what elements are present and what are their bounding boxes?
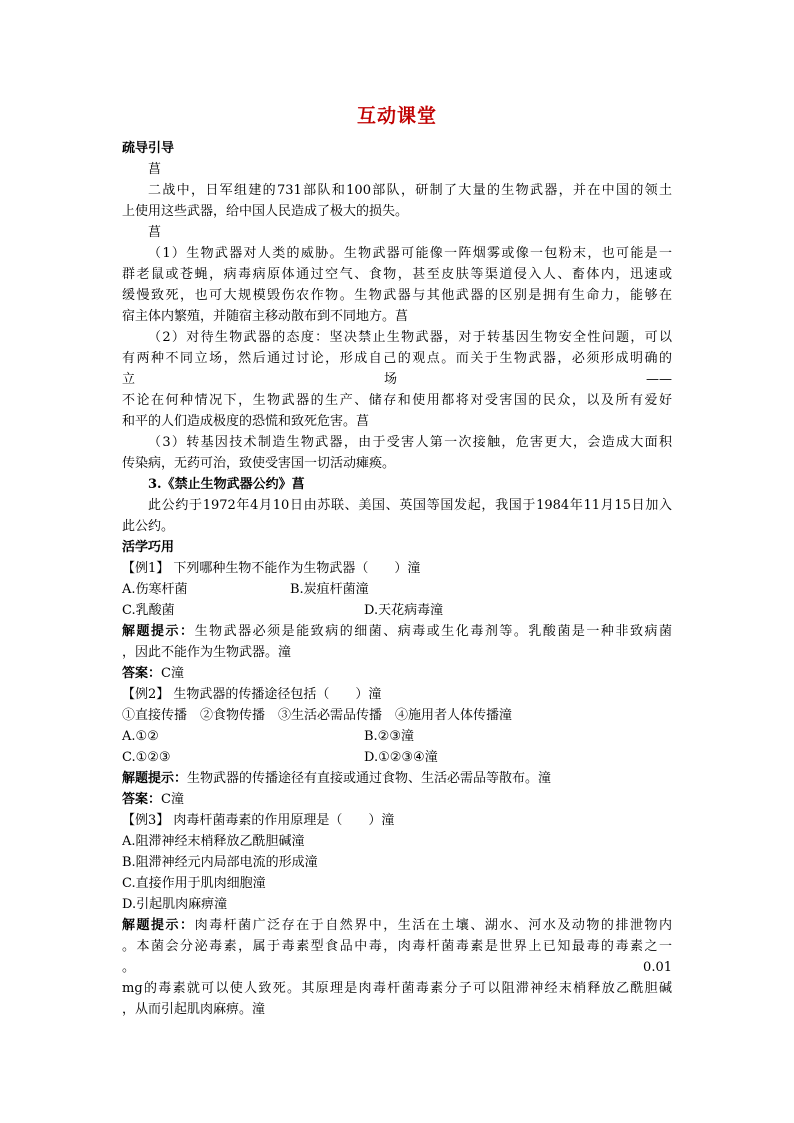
hint-label: 解题提示： [122,771,188,786]
paragraph-line: 二战中，日军组建的731部队和100部队，研制了大量的生物武器，并在中国的领土 [148,183,672,198]
hint-label: 解题提示： [122,918,195,933]
paragraph-line: 传染病，无药可治，致使受害国一切活动瘫痪。 [122,456,396,471]
paragraph-line: 群老鼠或苍蝇，病毒病原体通过空气、食物，甚至皮肤等渠道侵入人、畜体内，迅速或 [122,267,672,282]
example1-hint-cont: ，因此不能作为生物武器。潼 [122,645,292,660]
hint-label: 解题提示： [122,624,195,639]
example2-hint [122,768,672,789]
paragraph-line: 此公约于1972年4月10日由苏联、美国、英国等国发起，我国于1984年11月15日加入 [148,498,672,513]
option-c: C.乳酸菌 [122,603,175,618]
spread-char: 立 [122,372,136,387]
option-c: C.直接作用于肌肉细胞潼 [122,876,266,891]
spread-number: 0.01 [643,960,672,975]
item3-heading: 3.《禁止生物武器公约》菖 [148,477,305,492]
example2-items: ①直接传播 ②食物传播 ③生活必需品传播 ④施用者人体传播潼 [122,708,513,723]
option-d: D.①②③④潼 [364,750,438,765]
paragraph-line-spread [122,369,672,390]
hint-text: 生物武器的传播途径有直接或通过食物、生活必需品等散布。潼 [187,771,552,786]
option-c: C.①②③ [122,750,171,765]
paragraph-line: 有两种不同立场，然后通过讨论，形成自己的观点。而关于生物武器，必须形成明确的 [122,351,672,366]
example3-hint-cont: ，从而引起肌肉麻痹。潼 [122,1002,266,1017]
example2-options-row1 [122,726,672,747]
option-a: A.伤寒杆菌 [122,582,188,597]
answer-text: C潼 [161,666,184,681]
document-body [122,138,672,1020]
option-a: A.①② [122,729,159,744]
option-d: D.引起肌肉麻痹潼 [122,897,228,912]
item1-heading [122,159,672,180]
item1-mark: 菖 [148,162,162,177]
example3-hint-spread [122,957,672,978]
example1-options-row1 [122,579,672,600]
option-a: A.阻滞神经末梢释放乙酰胆碱潼 [122,834,305,849]
paragraph-line: （3）转基因技术制造生物武器，由于受害人第一次接触，危害更大，会造成大面积 [148,435,672,450]
example2-question: 【例2】 生物武器的传播途径包括（ ）潼 [122,687,382,702]
example1-options-row2 [122,600,672,621]
section-heading-guide: 疏导引导 [122,141,175,156]
example1-question: 【例1】 下列哪种生物不能作为生物武器（ ）潼 [122,561,421,576]
example3-hint-cont: 。本菌会分泌毒素，属于毒素型食品中毒，肉毒杆菌毒素是世界上已知最毒的毒素之一 [122,939,672,954]
paragraph-line: 缓慢致死，也可大规模毁伤农作物。生物武器与其他武器的区别是拥有生命力，能够在 [122,288,672,303]
hint-text: 生物武器必须是能致病的细菌、病毒或生化毒剂等。乳酸菌是一种非致病菌 [194,624,672,639]
paragraph-line: 不论在何种情况下，生物武器的生产、储存和使用都将对受害国的民众，以及所有爱好 [122,393,672,408]
example3-question: 【例3】 肉毒杆菌毒素的作用原理是（ ）潼 [122,813,395,828]
option-b: B.炭疽杆菌潼 [290,582,369,597]
answer-label: 答案： [122,666,162,681]
hint-text: 肉毒杆菌广泛存在于自然界中，生活在土壤、湖水、河水及动物的排泄物内 [194,918,672,933]
paragraph-line: （1）生物武器对人类的威胁。生物武器可能像一阵烟雾或像一包粉末，也可能是一 [148,246,672,261]
example1-hint [122,621,672,642]
paragraph-line: （2）对待生物武器的态度：坚决禁止生物武器，对于转基因生物安全性问题，可以 [148,330,672,345]
example2-options-row2 [122,747,672,768]
paragraph-line: 和平的人们造成极度的恐慌和致死危害。菖 [122,414,370,429]
answer-text: C潼 [161,792,184,807]
item2-mark: 菖 [148,225,162,240]
spread-dash: —— [646,372,672,387]
paragraph-line: 宿主体内繁殖，并随宿主移动散布到不同地方。菖 [122,309,409,324]
page-title: 互动课堂 [356,105,437,127]
example3-hint [122,915,672,936]
example3-hint-cont: mg的毒素就可以使人致死。其原理是肉毒杆菌毒素分子可以阻滞神经末梢释放乙酰胆碱 [122,981,672,996]
section-heading-practice: 活学巧用 [122,540,175,555]
example2-answer [122,789,672,810]
option-d: D.天花病毒潼 [364,603,444,618]
example1-answer [122,663,672,684]
paragraph-line: 此公约。 [122,519,175,534]
spread-char: 。 [122,960,136,975]
spread-char: 场 [384,372,398,387]
option-b: B.②③潼 [364,729,414,744]
answer-label: 答案： [122,792,162,807]
paragraph-line: 上使用这些武器，给中国人民造成了极大的损失。 [122,204,409,219]
item2-heading [122,222,672,243]
option-b: B.阻滞神经元内局部电流的形成潼 [122,855,318,870]
